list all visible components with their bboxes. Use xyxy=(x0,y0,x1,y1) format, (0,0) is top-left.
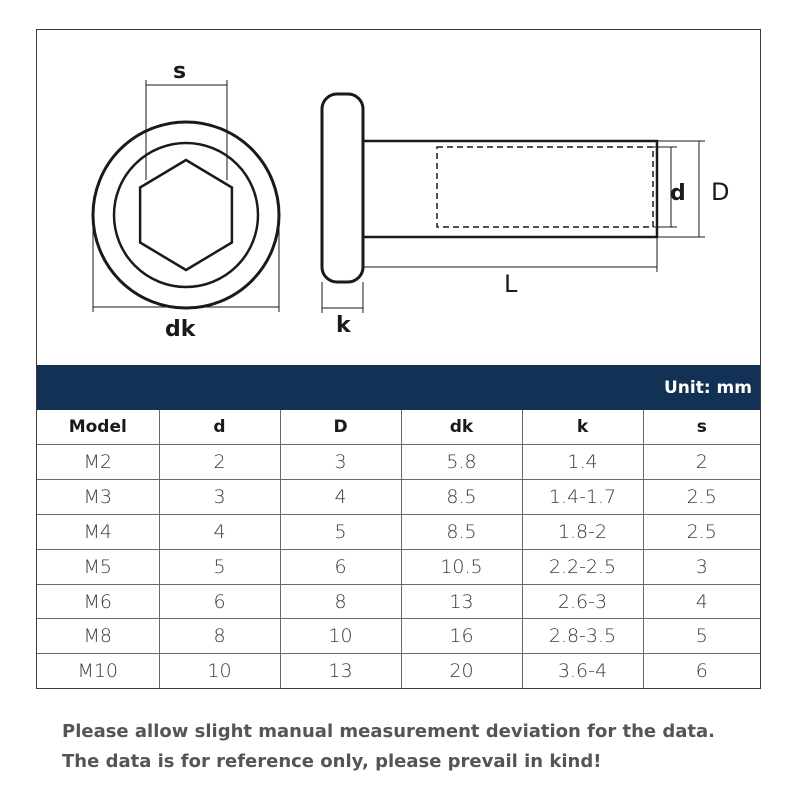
cell-big-d: 10 xyxy=(280,619,401,654)
head-inner-circle xyxy=(114,143,258,287)
table-row xyxy=(37,584,760,619)
cell-k: 1.8-2 xyxy=(522,514,643,549)
cell-dk: 20 xyxy=(401,654,522,688)
cell-dk: 16 xyxy=(401,619,522,654)
header-dk: dk xyxy=(401,410,522,445)
header-s: s xyxy=(643,410,760,445)
cell-s: 5 xyxy=(643,619,760,654)
hex-socket xyxy=(140,160,232,270)
cell-dk: 10.5 xyxy=(401,549,522,584)
table-row xyxy=(37,549,760,584)
cell-s: 3 xyxy=(643,549,760,584)
thread-zone xyxy=(437,147,653,227)
cell-big-d: 5 xyxy=(280,514,401,549)
cell-s: 6 xyxy=(643,654,760,688)
head-top-view xyxy=(93,80,279,312)
diagram-frame xyxy=(36,29,761,689)
cell-d: 6 xyxy=(159,584,280,619)
dimension-table xyxy=(37,410,760,688)
cell-model: M4 xyxy=(37,514,159,549)
cell-model: M8 xyxy=(37,619,159,654)
cell-big-d: 13 xyxy=(280,654,401,688)
table-row xyxy=(37,445,760,480)
cell-d: 4 xyxy=(159,514,280,549)
d-label: d xyxy=(670,181,686,206)
deviation-note: Please allow slight manual measurement deviation for the data. xyxy=(62,721,715,742)
table-header-row xyxy=(37,410,760,445)
cell-k: 1.4 xyxy=(522,445,643,480)
k-label: k xyxy=(336,313,351,338)
cell-dk: 5.8 xyxy=(401,445,522,480)
header-big-d: D xyxy=(280,410,401,445)
cell-big-d: 6 xyxy=(280,549,401,584)
cell-k: 3.6-4 xyxy=(522,654,643,688)
cell-k: 2.8-3.5 xyxy=(522,619,643,654)
cell-model: M5 xyxy=(37,549,159,584)
cell-s: 2.5 xyxy=(643,514,760,549)
screw-shank xyxy=(363,141,657,237)
cell-d: 2 xyxy=(159,445,280,480)
cell-k: 2.6-3 xyxy=(522,584,643,619)
header-model: Model xyxy=(37,410,159,445)
unit-label: Unit: mm xyxy=(663,378,752,398)
cell-s: 2 xyxy=(643,445,760,480)
table-row xyxy=(37,479,760,514)
cell-d: 8 xyxy=(159,619,280,654)
header-k: k xyxy=(522,410,643,445)
cell-dk: 8.5 xyxy=(401,514,522,549)
cell-big-d: 8 xyxy=(280,584,401,619)
cell-s: 2.5 xyxy=(643,479,760,514)
reference-note: The data is for reference only, please prevail in kind! xyxy=(62,751,602,772)
cell-model: M6 xyxy=(37,584,159,619)
l-label: L xyxy=(504,270,518,298)
table-row xyxy=(37,619,760,654)
dk-label: dk xyxy=(165,317,196,342)
header-d: d xyxy=(159,410,280,445)
s-label: s xyxy=(173,59,187,84)
head-outer-circle xyxy=(93,122,279,308)
cell-model: M2 xyxy=(37,445,159,480)
table-row xyxy=(37,514,760,549)
table-row xyxy=(37,654,760,688)
cell-model: M3 xyxy=(37,479,159,514)
cell-k: 2.2-2.5 xyxy=(522,549,643,584)
cell-s: 4 xyxy=(643,584,760,619)
screw-dimension-drawing xyxy=(37,30,762,365)
big-d-label: D xyxy=(711,178,730,206)
cell-k: 1.4-1.7 xyxy=(522,479,643,514)
unit-banner xyxy=(37,365,760,410)
cell-big-d: 3 xyxy=(280,445,401,480)
screw-head-side xyxy=(322,94,363,282)
cell-d: 5 xyxy=(159,549,280,584)
cell-dk: 8.5 xyxy=(401,479,522,514)
cell-big-d: 4 xyxy=(280,479,401,514)
cell-d: 3 xyxy=(159,479,280,514)
cell-d: 10 xyxy=(159,654,280,688)
cell-model: M10 xyxy=(37,654,159,688)
cell-dk: 13 xyxy=(401,584,522,619)
